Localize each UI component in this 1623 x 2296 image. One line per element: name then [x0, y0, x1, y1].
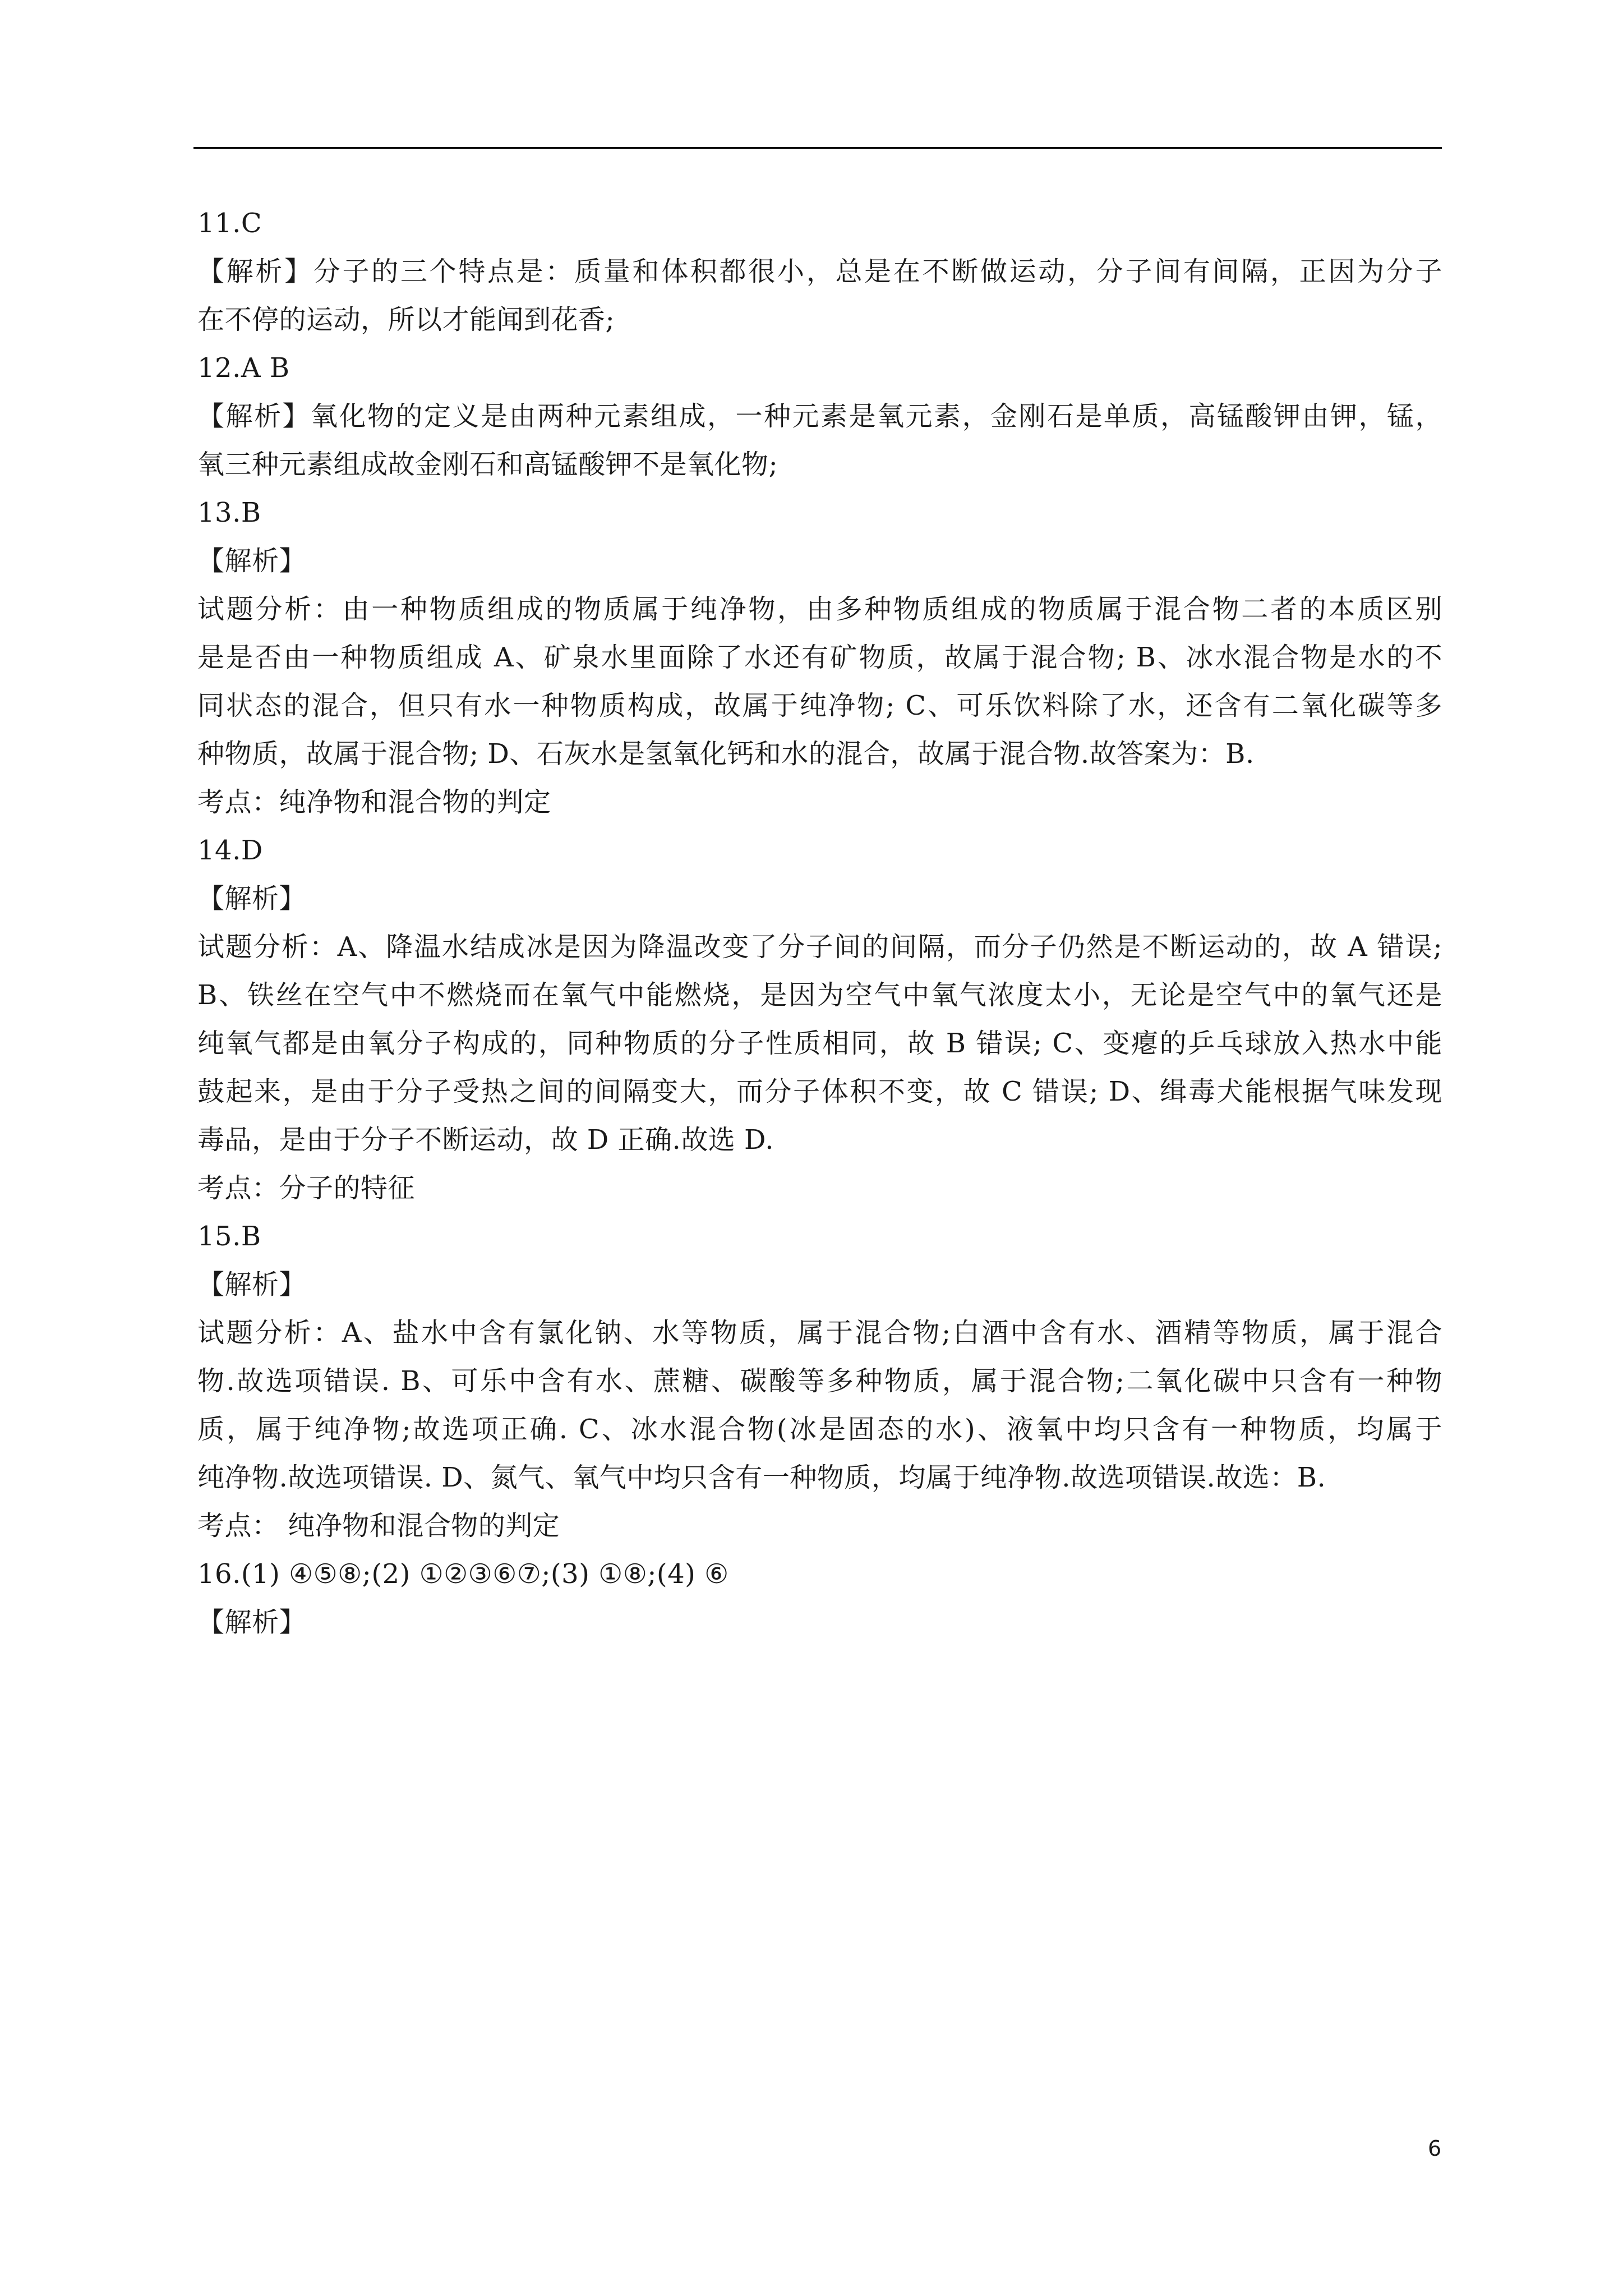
analysis-text: 是是否由一种物质组成 A、矿泉水里面除了水还有矿物质，故属于混合物; B、冰水混合物是水的不 [197, 642, 1442, 673]
analysis-text: 种物质，故属于混合物; D、石灰水是氢氧化钙和水的混合，故属于混合物.故答案为：B. [197, 738, 1255, 770]
answer-number-11: 11.C [197, 208, 262, 239]
analysis-text: B、铁丝在空气中不燃烧而在氧气中能燃烧，是因为空气中氧气浓度太小，无论是空气中的氧气还是 [197, 979, 1442, 1011]
answer-number-14: 14.D [197, 835, 263, 866]
analysis-heading: 【解析】 [197, 545, 307, 577]
analysis-text: 【解析】氧化物的定义是由两种元素组成，一种元素是氧元素，金刚石是单质，高锰酸钾由钾，锰， [197, 401, 1442, 432]
analysis-text: 毒品，是由于分子不断运动，故 D 正确.故选 D. [197, 1124, 774, 1156]
analysis-text: 纯氧气都是由氧分子构成的，同种物质的分子性质相同，故 B 错误; C、变瘪的乒乓球放入热水中能 [197, 1028, 1442, 1059]
knowledge-point: 考点： 纯净物和混合物的判定 [197, 1510, 560, 1542]
analysis-text: 试题分析：A、降温水结成冰是因为降温改变了分子间的间隔，而分子仍然是不断运动的，故 A 错误; [197, 931, 1442, 963]
analysis-heading: 【解析】 [197, 1607, 307, 1638]
analysis-text: 在不停的运动，所以才能闻到花香; [197, 304, 615, 335]
analysis-text: 物.故选项错误. B、可乐中含有水、蔗糖、碳酸等多种物质，属于混合物;二氧化碳中只含有一种物 [197, 1365, 1442, 1397]
answer-content [197, 199, 1442, 1646]
answer-number-16: 16.(1) ④⑤⑧;(2) ①②③⑥⑦;(3) ①⑧;(4) ⑥ [197, 1558, 729, 1590]
analysis-heading: 【解析】 [197, 1269, 307, 1300]
analysis-text: 【解析】分子的三个特点是：质量和体积都很小，总是在不断做运动，分子间有间隔，正因为分子 [197, 256, 1442, 287]
analysis-heading: 【解析】 [197, 883, 307, 914]
knowledge-point: 考点：分子的特征 [197, 1172, 416, 1204]
knowledge-point: 考点：纯净物和混合物的判定 [197, 786, 551, 818]
analysis-text: 氧三种元素组成故金刚石和高锰酸钾不是氧化物; [197, 449, 778, 480]
analysis-text: 同状态的混合，但只有水一种物质构成，故属于纯净物; C、可乐饮料除了水，还含有二氧化碳等多 [197, 690, 1442, 721]
answer-number-15: 15.B [197, 1221, 261, 1252]
analysis-text: 质，属于纯净物;故选项正确. C、冰水混合物(冰是固态的水)、液氧中均只含有一种物质，均属于 [197, 1414, 1442, 1445]
analysis-text: 试题分析：A、盐水中含有氯化钠、水等物质，属于混合物;白酒中含有水、酒精等物质，属于混合 [197, 1317, 1442, 1349]
analysis-text: 纯净物.故选项错误. D、氮气、氧气中均只含有一种物质，均属于纯净物.故选项错误.故选：B. [197, 1462, 1326, 1493]
analysis-text: 鼓起来，是由于分子受热之间的间隔变大，而分子体积不变，故 C 错误; D、缉毒犬能根据气味发现 [197, 1076, 1442, 1107]
answer-number-13: 13.B [197, 497, 261, 528]
page-number: 6 [1428, 2136, 1442, 2161]
analysis-text: 试题分析：由一种物质组成的物质属于纯净物，由多种物质组成的物质属于混合物二者的本质区别 [197, 593, 1442, 625]
answer-number-12: 12.A B [197, 352, 290, 384]
header-rule [193, 147, 1442, 149]
